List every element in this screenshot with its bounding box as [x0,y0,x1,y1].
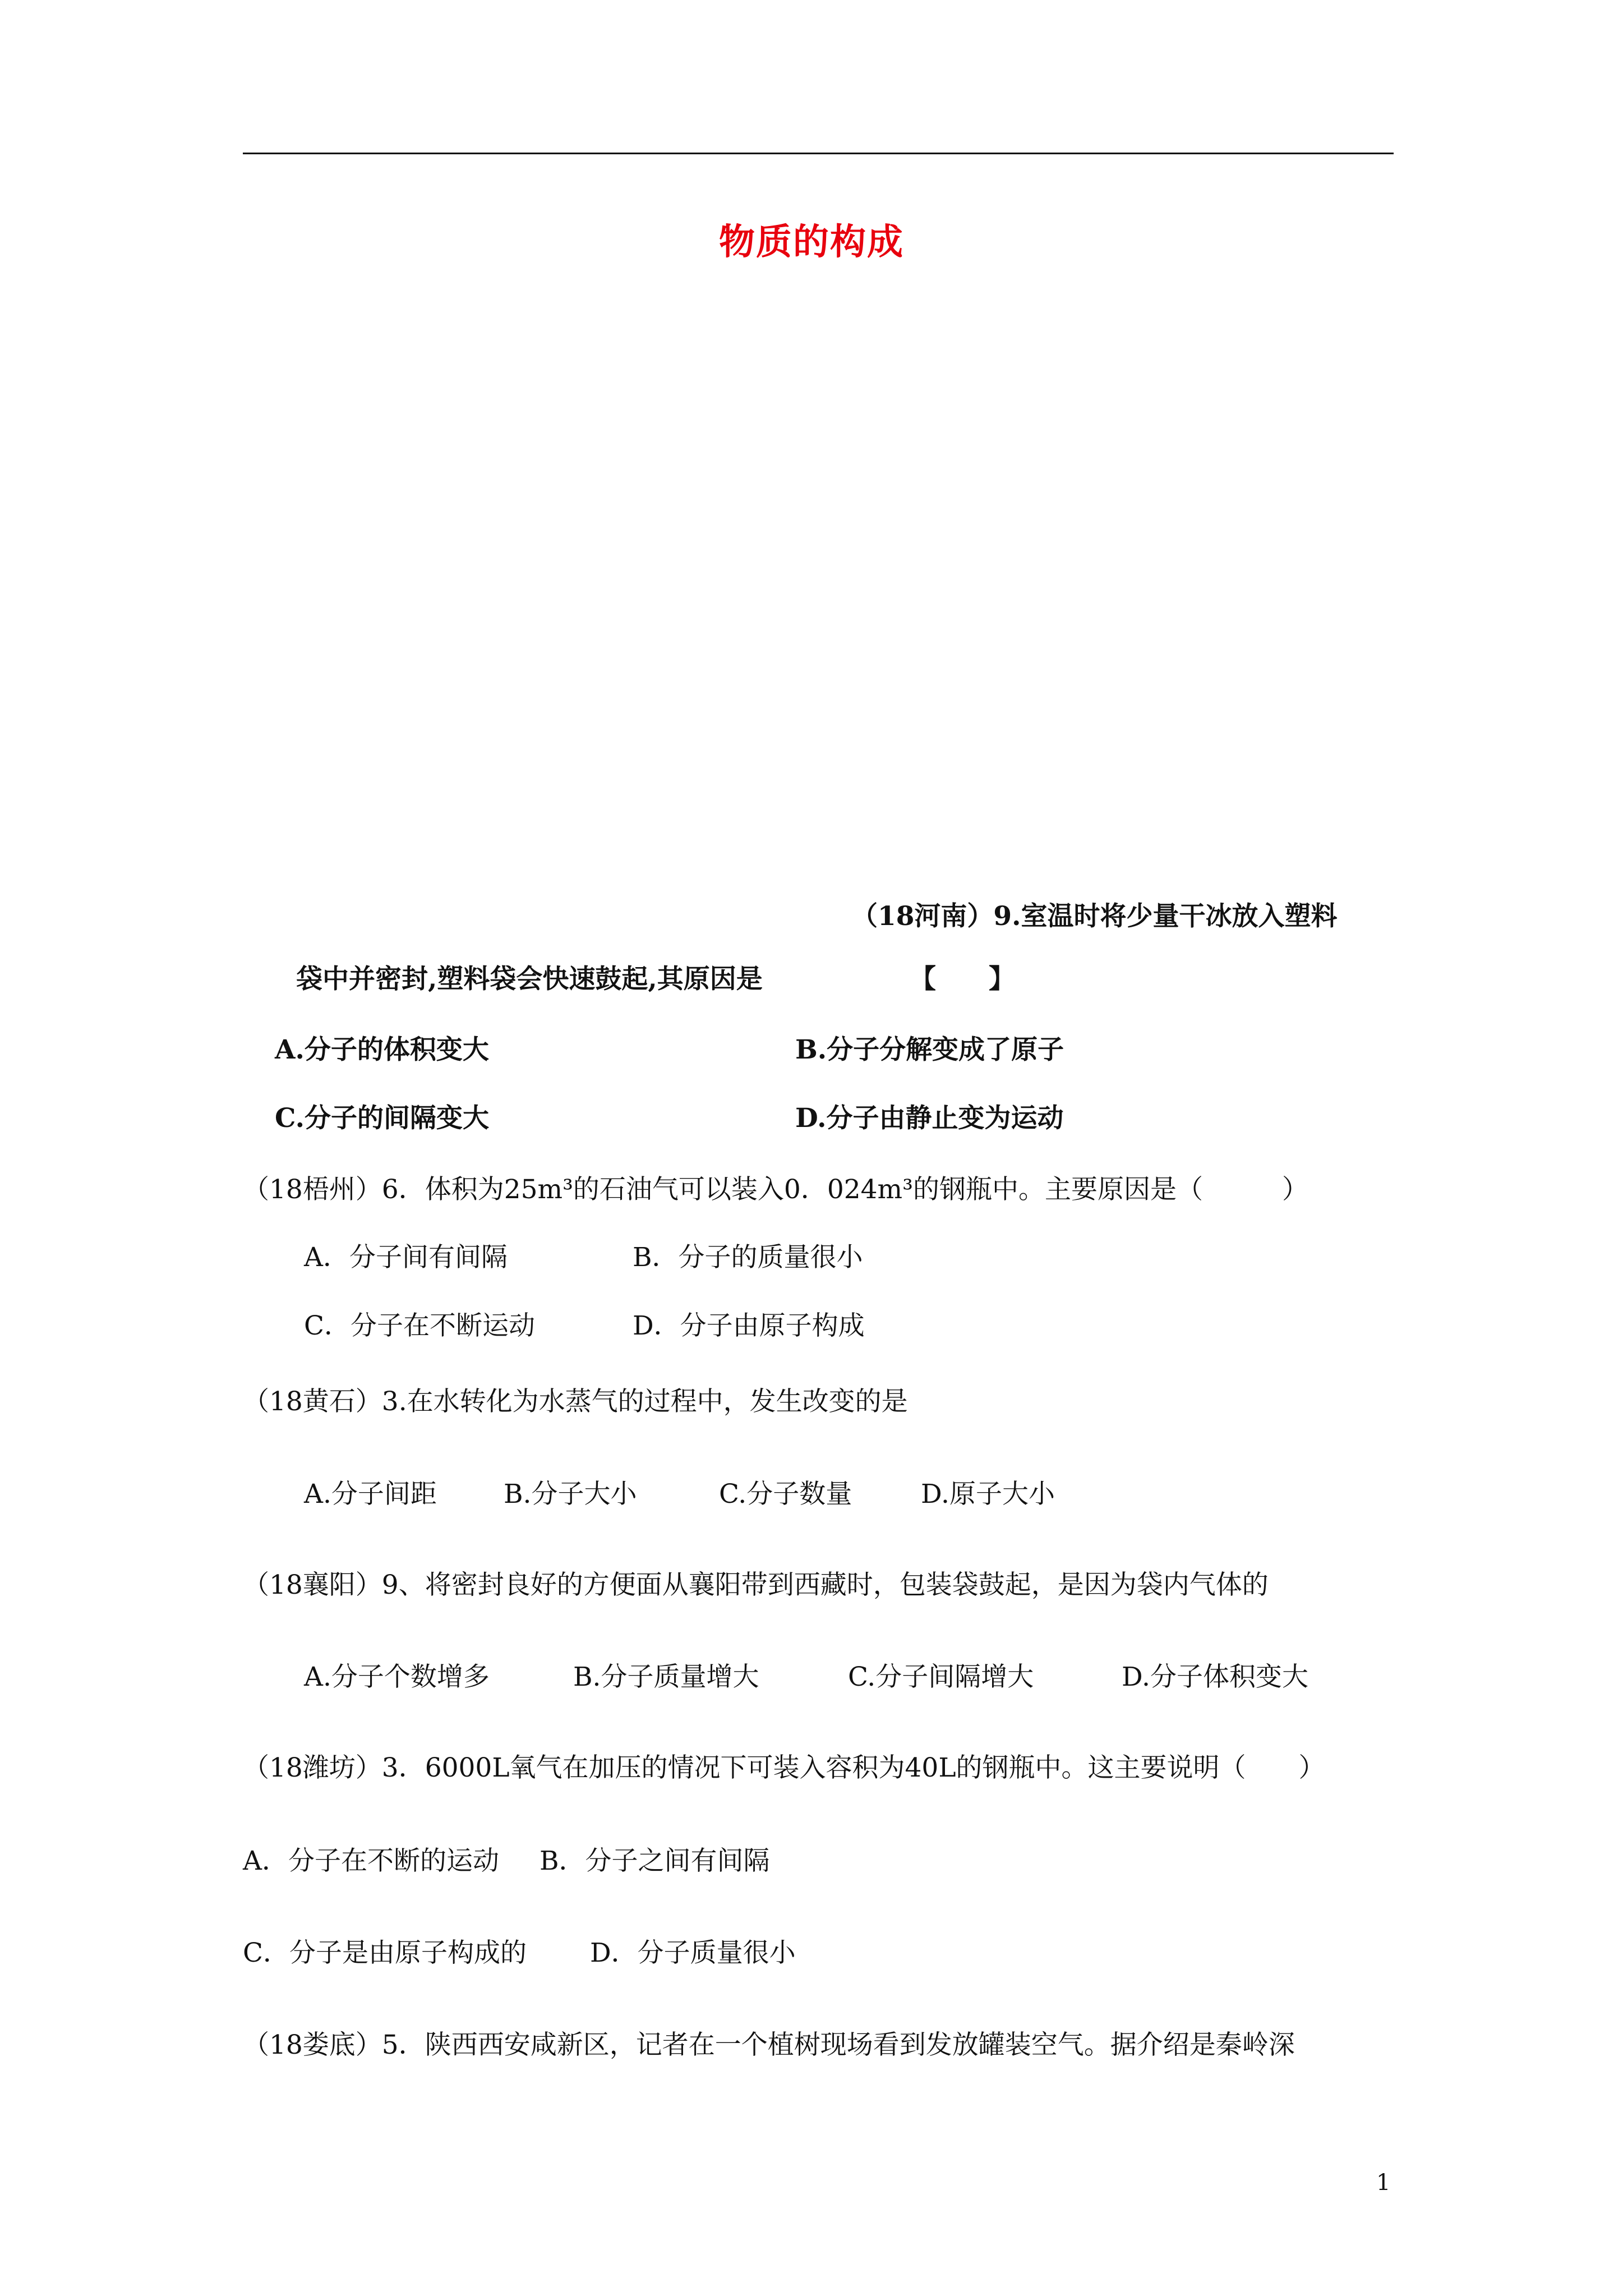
q1-option-a: A.分子的体积变大 [275,1034,489,1065]
q1-stem-line2: 袋中并密封,塑料袋会快速鼓起,其原因是 [296,964,763,995]
q4-option-d: D.分子体积变大 [1122,1662,1308,1692]
q2-option-d: D．分子由原子构成 [633,1310,865,1341]
q6-stem: （18娄底）5．陕西西安咸新区，记者在一个植树现场看到发放罐装空气。据介绍是秦岭深 [243,2030,1295,2060]
q5-option-b: B．分子之间有间隔 [540,1846,770,1876]
q5-stem: （18潍坊）3．6000L氧气在加压的情况下可装入容积为40L的钢瓶中。这主要说明（ ） [243,1752,1325,1783]
header-rule [243,153,1394,154]
q4-option-a: A.分子个数增多 [304,1662,490,1692]
q1-option-c: C.分子的间隔变大 [275,1103,489,1134]
q3-option-d: D.原子大小 [921,1479,1055,1510]
q3-stem: （18黄石）3.在水转化为水蒸气的过程中，发生改变的是 [243,1386,908,1417]
q1-option-d: D.分子由静止变为运动 [795,1103,1064,1134]
q1-answer-bracket: 【 】 [910,964,1015,995]
q2-option-c: C．分子在不断运动 [304,1310,535,1341]
q4-stem: （18襄阳）9、将密封良好的方便面从襄阳带到西藏时，包装袋鼓起，是因为袋内气体的 [243,1570,1269,1600]
q5-option-d: D．分子质量很小 [590,1938,796,1968]
page-number: 1 [1376,2170,1391,2196]
q2-option-b: B．分子的质量很小 [633,1242,863,1273]
q3-option-b: B.分子大小 [504,1479,637,1510]
q3-option-c: C.分子数量 [719,1479,852,1510]
q3-option-a: A.分子间距 [304,1479,437,1510]
q5-option-c: C．分子是由原子构成的 [243,1938,527,1968]
q4-option-c: C.分子间隔增大 [848,1662,1034,1692]
q2-option-a: A．分子间有间隔 [304,1242,508,1273]
q1-stem-line1: （18河南）9.室温时将少量干冰放入塑料 [851,901,1338,932]
q5-option-a: A．分子在不断的运动 [243,1846,499,1876]
page-title: 物质的构成 [719,221,904,263]
q2-stem: （18梧州）6．体积为25m³的石油气可以装入0．024m³的钢瓶中。主要原因是（ ） [243,1174,1308,1205]
q4-option-b: B.分子质量增大 [573,1662,759,1692]
q1-option-b: B.分子分解变成了原子 [795,1034,1064,1065]
